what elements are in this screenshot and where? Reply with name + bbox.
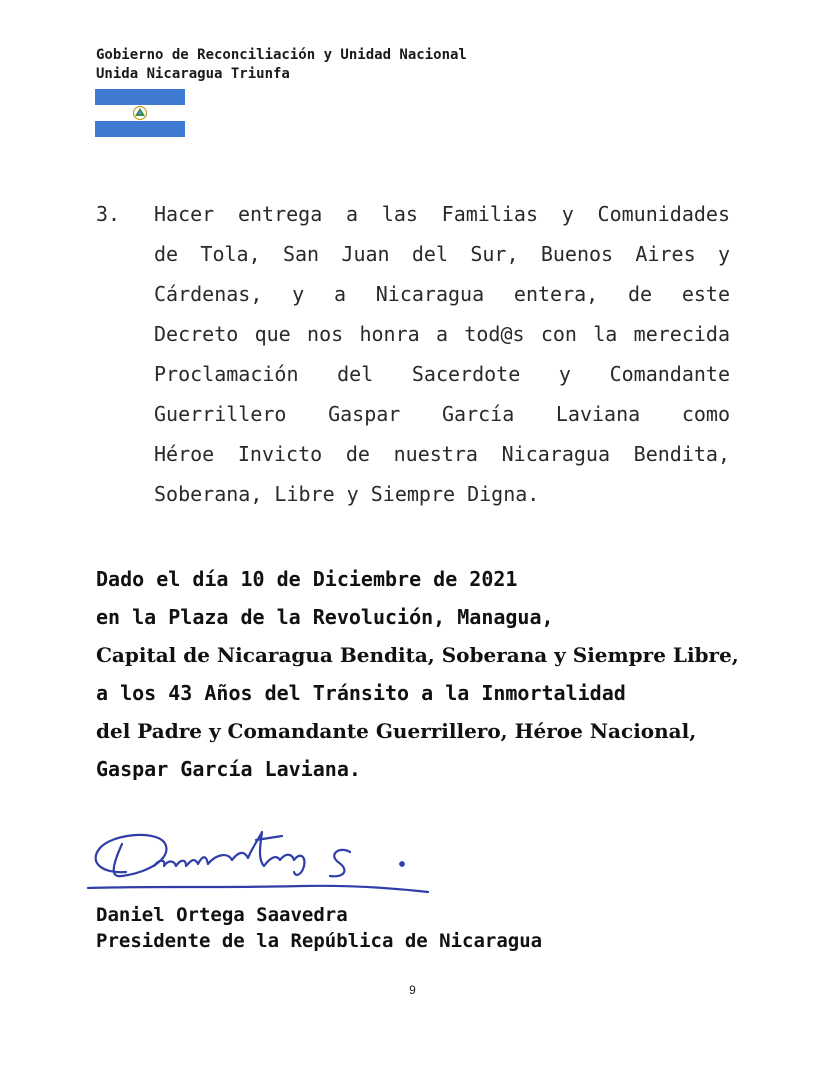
- handwritten-signature: [82, 826, 437, 898]
- government-name: Gobierno de Reconciliación y Unidad Nacional: [96, 47, 467, 63]
- signer-block: [96, 902, 542, 954]
- closing-line: en la Plaza de la Revolución, Managua,: [96, 605, 554, 629]
- item-number: 3.: [96, 202, 121, 226]
- item-text: [154, 194, 730, 514]
- item-line: Proclamación del Sacerdote y Comandante: [154, 362, 730, 386]
- item-line: Soberana, Libre y Siempre Digna.: [154, 482, 540, 506]
- signer-title: Presidente de la República de Nicaragua: [96, 930, 543, 952]
- closing-line: Gaspar García Laviana.: [96, 757, 361, 781]
- item-line: de Tola, San Juan del Sur, Buenos Aires y: [154, 242, 730, 266]
- item-line: Héroe Invicto de nuestra Nicaragua Bendita,: [154, 442, 730, 466]
- closing-line: Capital de Nicaragua Bendita, Soberana y Siempre Libre,: [96, 643, 739, 667]
- item-line: Decreto que nos honra a tod@s con la merecida: [154, 322, 730, 346]
- item-line: Guerrillero Gaspar García Laviana como: [154, 402, 730, 426]
- closing-line: a los 43 Años del Tránsito a la Inmortalidad: [96, 681, 626, 705]
- government-slogan: Unida Nicaragua Triunfa: [96, 66, 290, 82]
- closing-line: del Padre y Comandante Guerrillero, Héroe Nacional,: [96, 719, 697, 743]
- closing-statement: [96, 560, 739, 788]
- document-header: [96, 46, 467, 84]
- signer-name: Daniel Ortega Saavedra: [96, 904, 348, 926]
- closing-line: Dado el día 10 de Diciembre de 2021: [96, 567, 518, 591]
- item-line: Hacer entrega a las Familias y Comunidades: [154, 202, 730, 226]
- nicaragua-flag-icon: [95, 89, 185, 137]
- page-number: 9: [409, 983, 416, 997]
- item-line: Cárdenas, y a Nicaragua entera, de este: [154, 282, 730, 306]
